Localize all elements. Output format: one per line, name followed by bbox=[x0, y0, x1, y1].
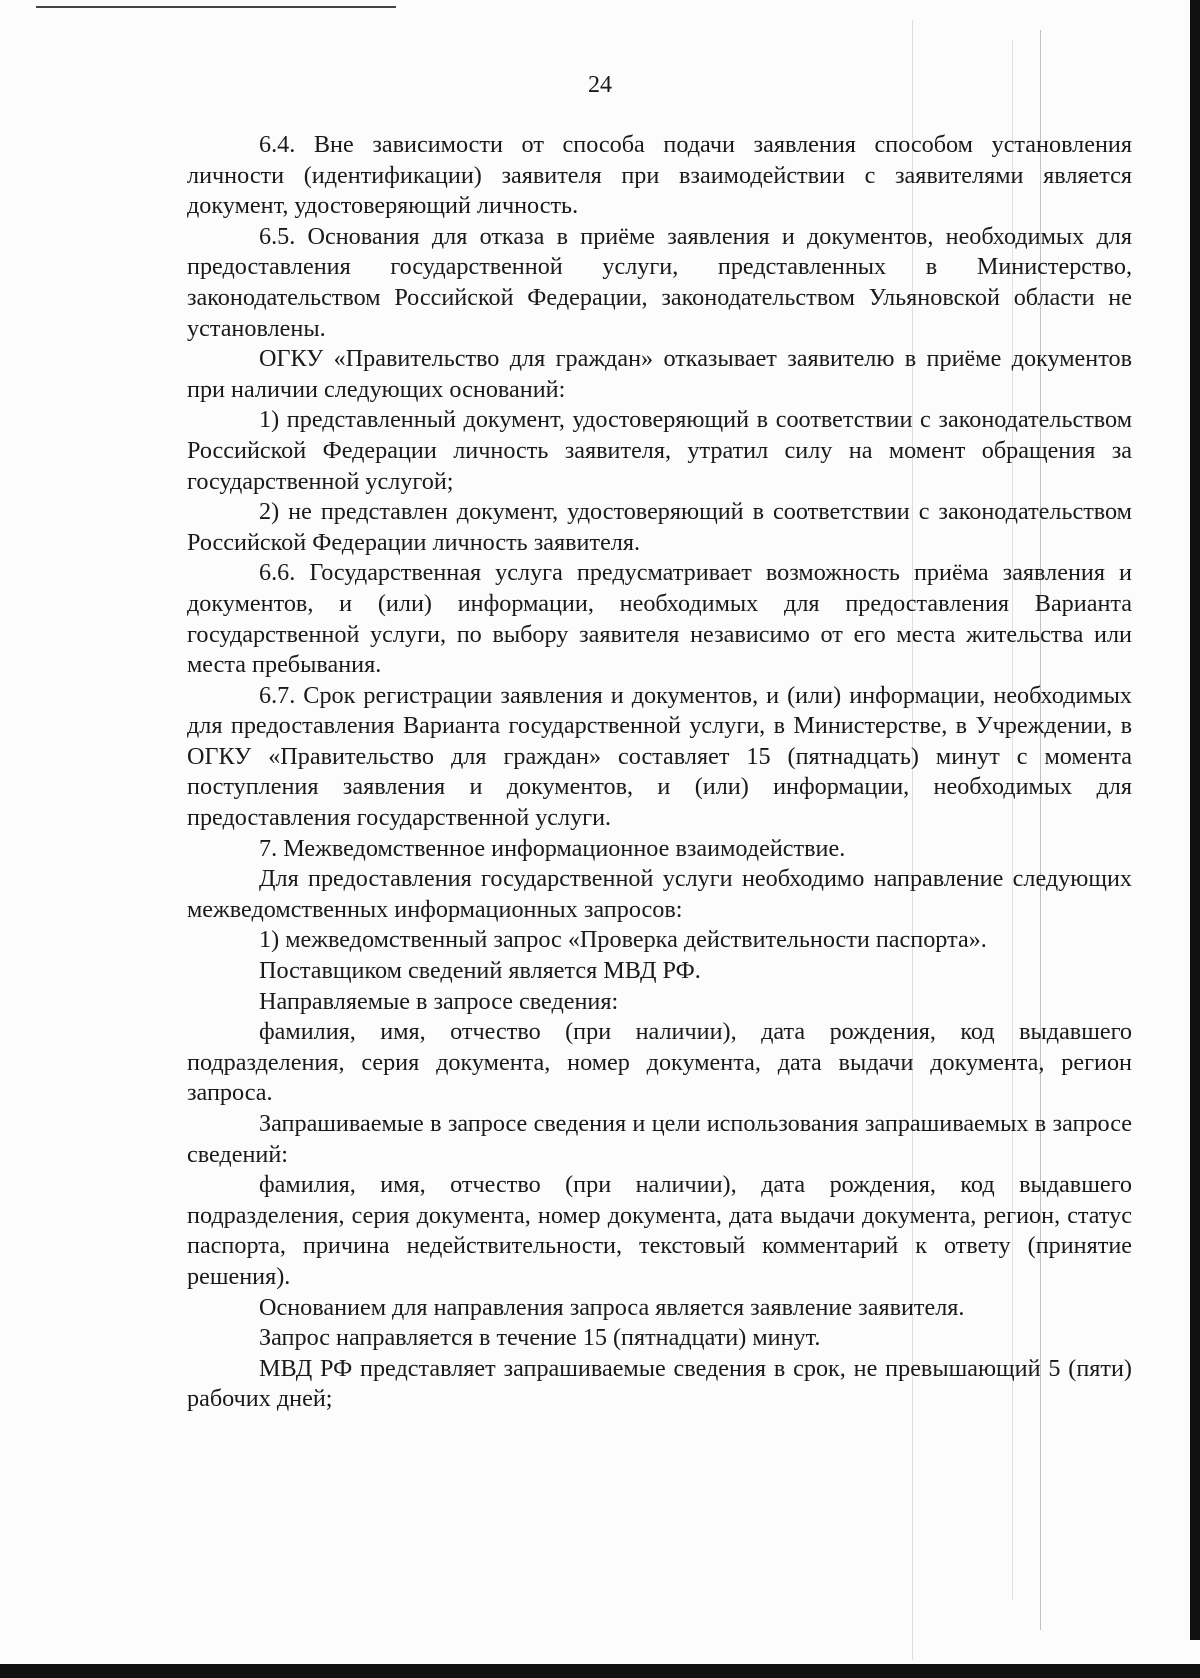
scan-right-edge bbox=[1190, 0, 1200, 1640]
paragraph: Запрашиваемые в запросе сведения и цели использования запрашиваемых в запросе сведений: bbox=[187, 1110, 1132, 1168]
paragraph: Направляемые в запросе сведения: bbox=[259, 987, 619, 1015]
page-number: 24 bbox=[588, 72, 612, 98]
paragraph: фамилия, имя, отчество (при наличии), дата рождения, код выдавшего подразделения, серия документа, номер документа, дата выдачи документа, регион, статус паспорта, причина недействительности, текстовый комментарий к ответу (принятие решения). bbox=[187, 1171, 1132, 1290]
paragraph: 7. Межведомственное информационное взаимодействие. bbox=[259, 834, 846, 862]
paragraph: 6.5. Основания для отказа в приёме заявления и документов, необходимых для предоставления государственной услуги, представленных в Министерство, законодательством Российской Федерации, законодательством Ульяновской области не установлены. bbox=[187, 222, 1132, 342]
paragraph: 1) представленный документ, удостоверяющий в соответствии с законодательством Российской Федерации личность заявителя, утратил силу на момент обращения за государственной услугой; bbox=[187, 406, 1132, 495]
document-body bbox=[187, 130, 1132, 1415]
paragraph: Основанием для направления запроса является заявление заявителя. bbox=[259, 1293, 965, 1321]
paragraph: Для предоставления государственной услуги необходимо направление следующих межведомственных информационных запросов: bbox=[187, 865, 1132, 923]
paragraph: Запрос направляется в течение 15 (пятнадцати) минут. bbox=[259, 1324, 821, 1352]
paragraph: 6.7. Срок регистрации заявления и документов, и (или) информации, необходимых для предоставления Варианта государственной услуги, в Министерстве, в Учреждении, в ОГКУ «Правительство для граждан» составляет 15 (пятнадцать) минут с момента поступления заявления и документов, и (или) информации, необходимых для предоставления государственной услуги. bbox=[187, 681, 1132, 832]
scan-bottom-edge bbox=[0, 1664, 1200, 1678]
paragraph: Поставщиком сведений является МВД РФ. bbox=[259, 957, 701, 985]
paragraph: 2) не представлен документ, удостоверяющий в соответствии с законодательством Российской Федерации личность заявителя. bbox=[187, 498, 1132, 556]
paragraph: фамилия, имя, отчество (при наличии), дата рождения, код выдавшего подразделения, серия документа, номер документа, дата выдачи документа, регион запроса. bbox=[187, 1018, 1132, 1107]
paragraph: ОГКУ «Правительство для граждан» отказывает заявителю в приёме документов при наличии следующих оснований: bbox=[187, 345, 1132, 403]
paragraph: 1) межведомственный запрос «Проверка действительности паспорта». bbox=[259, 926, 987, 954]
paragraph: 6.6. Государственная услуга предусматривает возможность приёма заявления и документов, и (или) информации, необходимых для предоставления Варианта государственной услуги, по выбору заявителя независимо от его места жительства или места пребывания. bbox=[187, 559, 1132, 679]
paragraph: 6.4. Вне зависимости от способа подачи заявления способом установления личности (идентификации) заявителя при взаимодействии с заявителями является документ, удостоверяющий личность. bbox=[187, 131, 1132, 220]
paragraph: МВД РФ представляет запрашиваемые сведения в срок, не превышающий 5 (пяти) рабочих дней; bbox=[187, 1354, 1132, 1413]
scan-top-edge bbox=[36, 6, 396, 8]
